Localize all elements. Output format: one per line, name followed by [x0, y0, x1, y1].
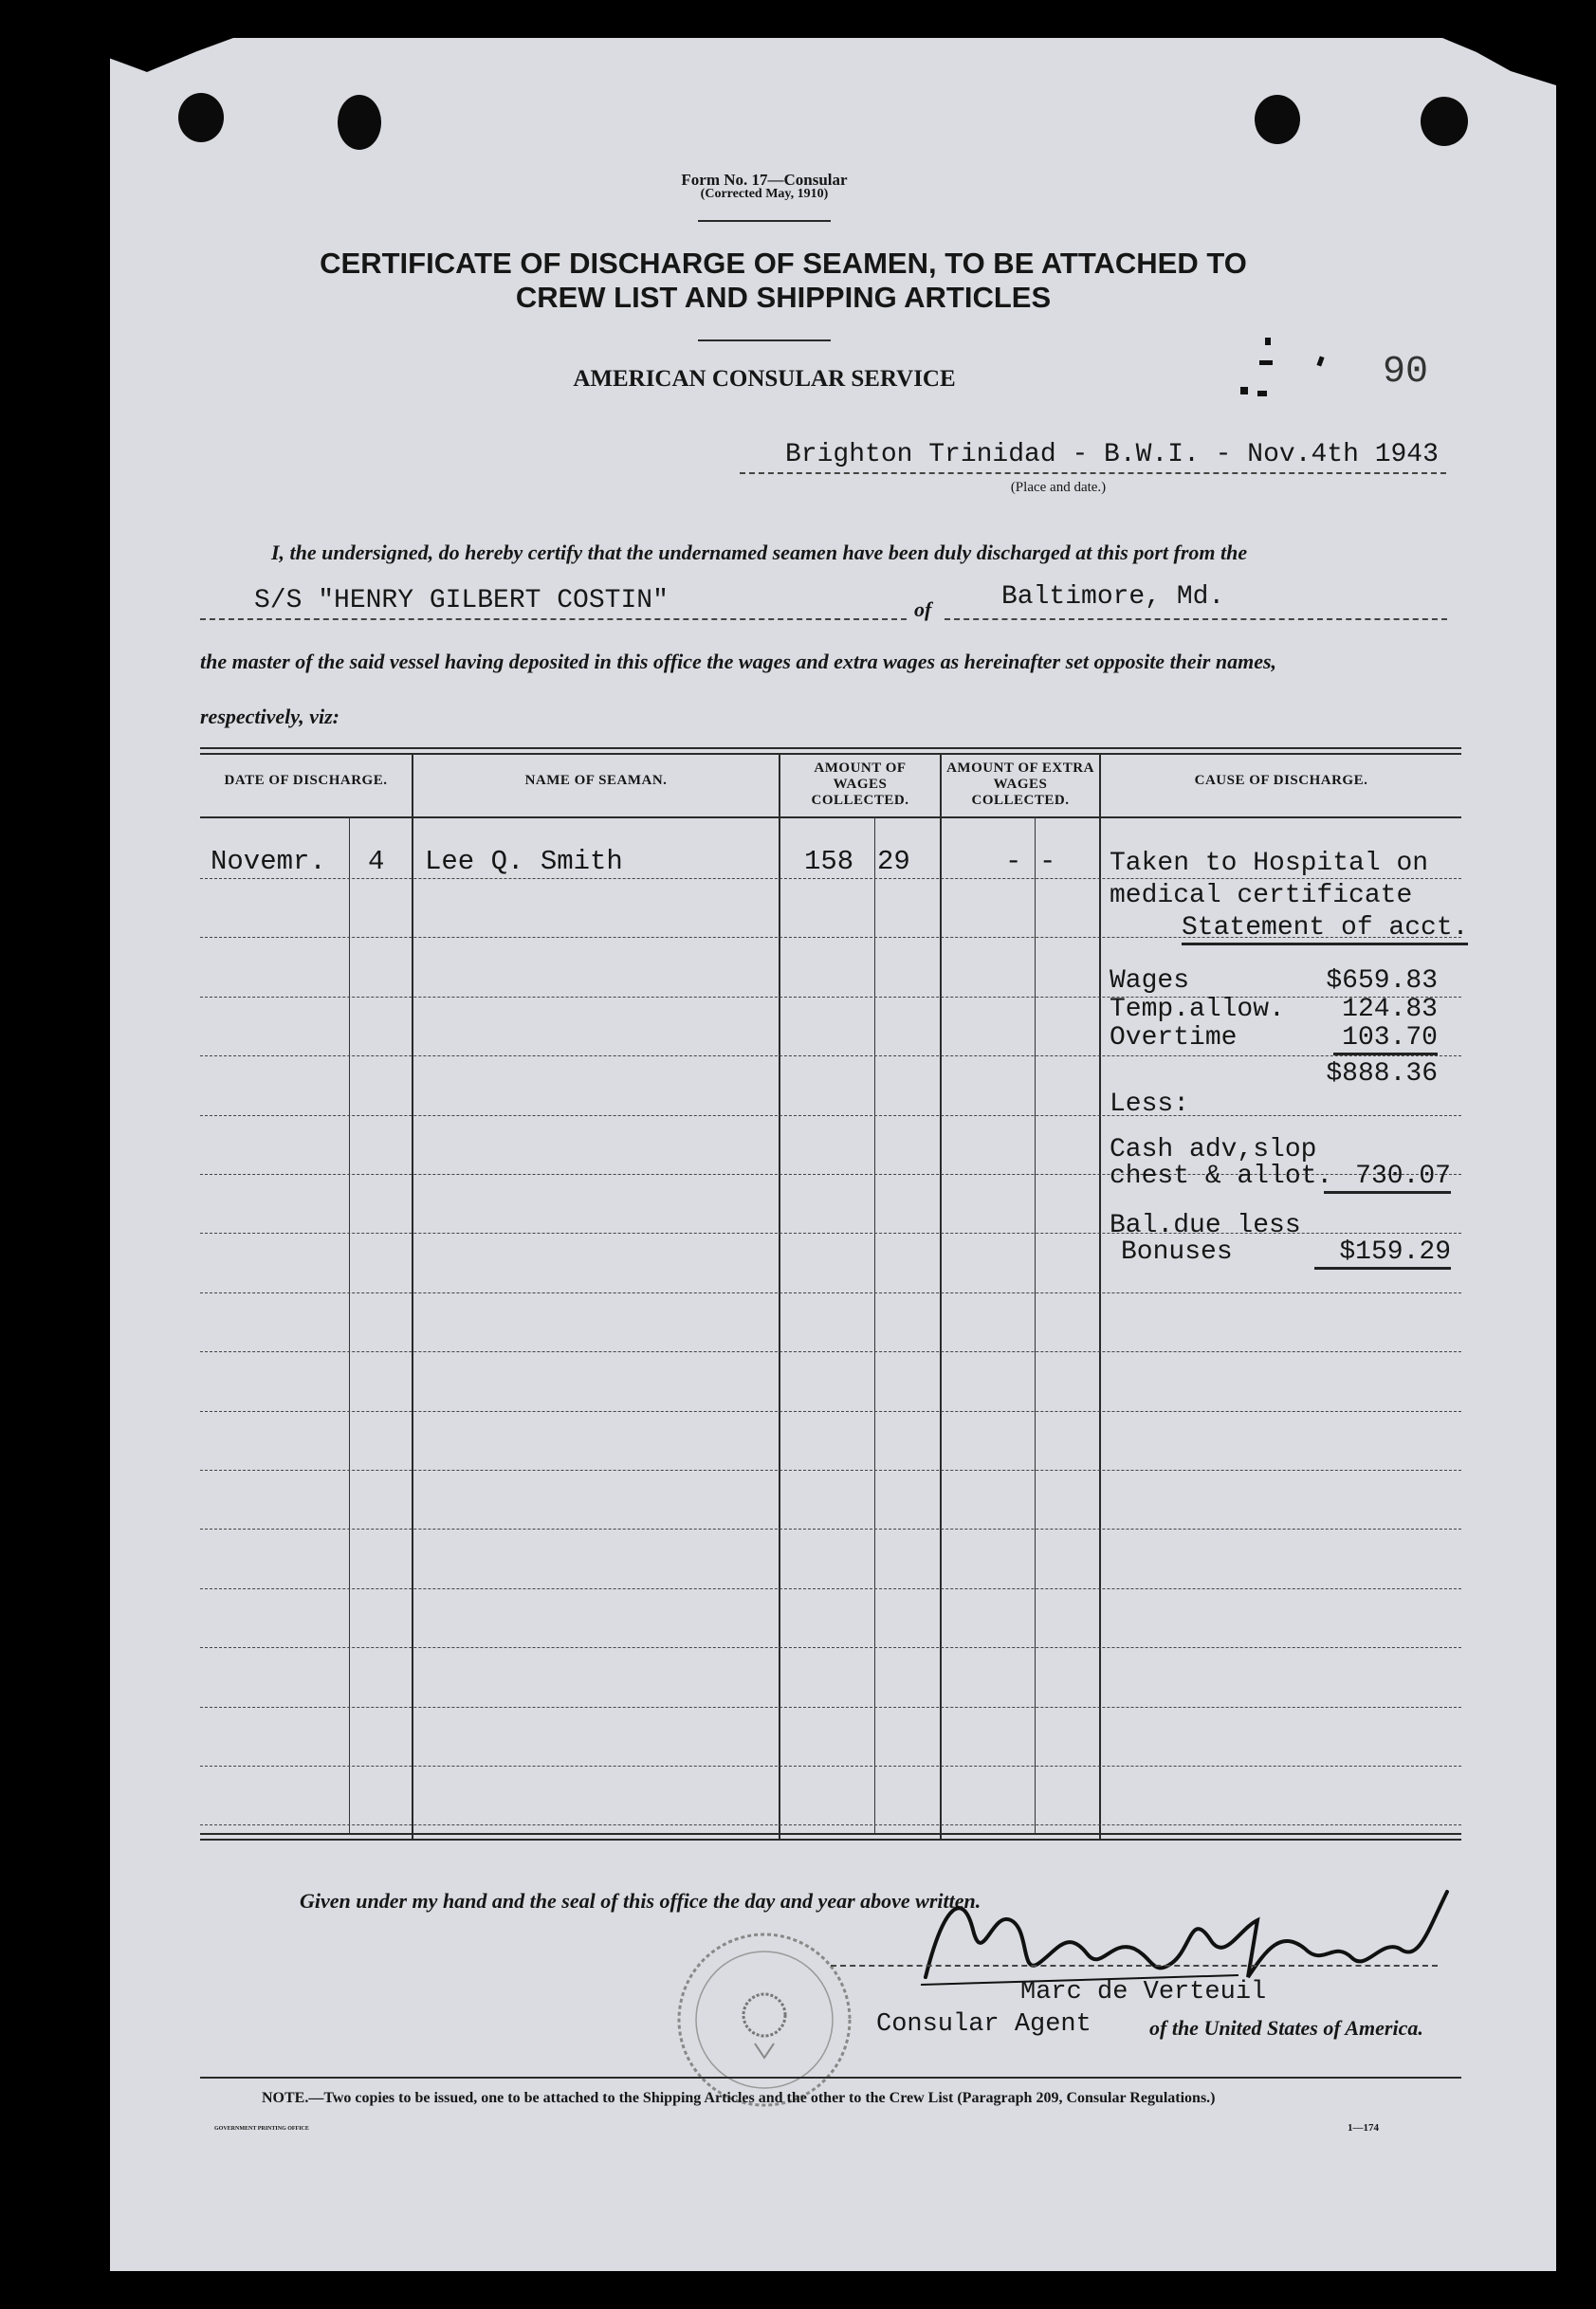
table-row-line	[200, 1766, 1461, 1767]
header-rule	[698, 220, 831, 222]
title-rule	[698, 339, 831, 341]
header-name: NAME OF SEAMAN.	[524, 773, 668, 788]
temp-allow-label: Temp.allow.	[1110, 995, 1285, 1024]
wages-cents: 29	[877, 846, 910, 877]
table-row-line	[200, 1707, 1461, 1708]
punch-hole	[1421, 97, 1468, 146]
table-row-line	[200, 1470, 1461, 1471]
table-top-rule-2	[200, 753, 1461, 755]
table-top-rule	[200, 747, 1461, 749]
col-divider	[1099, 753, 1101, 1839]
col-divider	[412, 753, 413, 1839]
statement-heading: Statement of acct.	[1182, 914, 1468, 945]
table-row-line	[200, 1588, 1461, 1589]
table-bottom-rule-2	[200, 1839, 1461, 1841]
header-cause: CAUSE OF DISCHARGE.	[1194, 773, 1368, 788]
table-row-line	[200, 1824, 1461, 1825]
consular-seal	[660, 1925, 878, 2115]
temp-allow-amount: 124.83	[1342, 995, 1438, 1024]
home-port-line	[945, 618, 1447, 620]
subtotal-amount: $888.36	[1326, 1059, 1438, 1089]
place-date-line	[740, 472, 1446, 474]
document-page	[110, 38, 1556, 2271]
header-bottom-rule	[200, 816, 1461, 818]
table-row-line	[200, 1351, 1461, 1352]
table-row-line	[200, 1292, 1461, 1293]
table-row-line	[200, 1411, 1461, 1412]
of-label: of	[914, 597, 932, 621]
cash-advance-amount: 730.07	[1324, 1163, 1451, 1194]
balance-amount: $159.29	[1314, 1238, 1451, 1270]
place-date-caption: (Place and date.)	[1010, 480, 1107, 495]
header-extra: AMOUNT OF EXTRA WAGES COLLECTED.	[946, 761, 1094, 808]
punch-hole	[338, 95, 381, 150]
signer-title: Consular Agent	[876, 2010, 1092, 2039]
home-port: Baltimore, Md.	[1001, 582, 1225, 612]
vessel-name: S/S "HENRY GILBERT COSTIN"	[254, 586, 669, 615]
form-corrected: (Corrected May, 1910)	[700, 187, 829, 201]
table-row-line	[200, 1647, 1461, 1648]
of-usa: of the United States of America.	[1149, 2016, 1423, 2040]
overtime-amount: 103.70	[1333, 1024, 1438, 1055]
stamp-number: 90	[1383, 351, 1429, 394]
subcol-divider	[1035, 816, 1036, 1833]
overtime-label: Overtime	[1110, 1023, 1238, 1053]
discharge-day: 4	[368, 846, 385, 877]
given-under-hand: Given under my hand and the seal of this office the day and year above written.	[300, 1889, 981, 1913]
form-title-line1: CERTIFICATE OF DISCHARGE OF SEAMEN, TO BE ATTACHED TO	[320, 247, 1247, 280]
service-name: AMERICAN CONSULAR SERVICE	[573, 366, 956, 392]
torn-corner	[110, 38, 233, 72]
extra-cents: -	[1039, 846, 1056, 877]
cash-advance-line1: Cash adv,slop	[1110, 1135, 1317, 1164]
less-label: Less:	[1110, 1090, 1190, 1119]
wages-dollars: 158	[804, 846, 854, 877]
form-code: 1—174	[1348, 2122, 1379, 2134]
form-title-line2: CREW LIST AND SHIPPING ARTICLES	[515, 281, 1052, 314]
certify-line2: the master of the said vessel having deposited in this office the wages and extra wages as hereinafter set opposite their names,	[200, 650, 1277, 673]
col-divider	[779, 753, 780, 1839]
vessel-line	[200, 618, 907, 620]
table-row-line	[200, 1115, 1461, 1116]
header-wages: AMOUNT OF WAGES COLLECTED.	[811, 761, 909, 808]
header-date: DATE OF DISCHARGE.	[224, 773, 388, 788]
wages-amount: $659.83	[1326, 966, 1438, 996]
ink-marks	[1238, 338, 1305, 404]
discharge-month: Novemr.	[211, 846, 326, 877]
table-row-line	[200, 878, 1461, 879]
table-row-line	[200, 1529, 1461, 1530]
table-bottom-rule	[200, 1833, 1461, 1835]
balance-line2: Bonuses	[1121, 1237, 1233, 1267]
footer-rule	[200, 2077, 1461, 2079]
seaman-name: Lee Q. Smith	[425, 846, 623, 877]
form-number: Form No. 17—Consular	[681, 171, 848, 189]
extra-dollars: -	[1005, 846, 1022, 877]
punch-hole	[1255, 95, 1300, 144]
signature-line	[831, 1965, 1438, 1967]
subcol-divider	[349, 816, 350, 1833]
cause-line1: Taken to Hospital on	[1110, 849, 1429, 878]
certify-line3: respectively, viz:	[200, 705, 339, 728]
table-row-line	[200, 1055, 1461, 1056]
torn-corner	[1442, 38, 1556, 85]
wages-label: Wages	[1110, 966, 1190, 996]
printer-imprint: GOVERNMENT PRINTING OFFICE	[214, 2126, 309, 2132]
cash-advance-line2: chest & allot.	[1110, 1162, 1333, 1191]
place-date-value: Brighton Trinidad - B.W.I. - Nov.4th 1943	[785, 440, 1439, 469]
col-divider	[940, 753, 942, 1839]
certify-intro: I, the undersigned, do hereby certify that the undernamed seamen have been duly discharged at this port from the	[271, 541, 1248, 564]
balance-line1: Bal.due less	[1110, 1211, 1301, 1240]
signer-name: Marc de Verteuil	[1020, 1978, 1267, 2007]
subcol-divider	[874, 816, 875, 1833]
punch-hole	[178, 93, 224, 142]
cause-line2: medical certificate	[1110, 881, 1413, 910]
footer-note: NOTE.—Two copies to be issued, one to be attached to the Shipping Articles and the other to the Crew List (Paragraph 209, Consular Regulations.)	[262, 2090, 1216, 2106]
